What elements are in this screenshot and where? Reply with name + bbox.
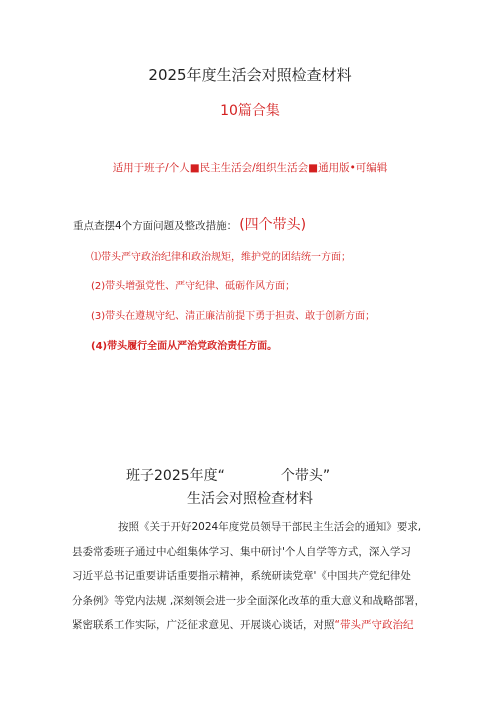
paragraph-line: 习近平总书记重要讲话重要指示精神，系统研读党章'《中国共产党纪律处	[72, 570, 411, 582]
paragraph-line: 按照《关于开好2024年度党员领导干部民主生活会的通知》要求,	[118, 521, 422, 533]
focus-item-4: (4)带头履行全面从严治党政治责任方面。	[91, 341, 278, 352]
section-title-part-b: 个带头”	[280, 468, 331, 484]
paragraph-line-text: 紧密联系工作实际，广泛征求意见、开展谈心谈话，对照	[72, 619, 335, 631]
focus-heading	[73, 214, 306, 234]
paragraph-highlight: “带头严守政治纪	[334, 619, 414, 631]
paragraph-line: 县委常委班子通过中心组集体学习、集中研讨'个人自学等方式，深入学习	[72, 545, 411, 558]
document-title: 2025年度生活会对照检查材料	[148, 66, 352, 84]
body-paragraph	[72, 515, 434, 638]
section-title-part-a: 班子2025年度“	[126, 468, 225, 484]
section-title-line2: 生活会对照检查材料	[187, 491, 313, 507]
focus-label: 重点查摆4个方面问题及整改措施：	[73, 220, 238, 232]
focus-paren: (四个带头)	[239, 217, 307, 233]
paragraph-line	[72, 613, 434, 638]
document-subtitle: 10篇合集	[220, 103, 280, 119]
paragraph-line: 分条例》等党内法规 ,深刻领会进一步全面深化改革的重大意义和战略部署，	[72, 594, 426, 607]
focus-item-1: ⑴带头严守政治纪律和政治规矩，维护党的团结统一方面；	[91, 252, 351, 263]
focus-item-3: (3)带头在遵规守纪、清正廉洁前提下勇于担责、敢于创新方面；	[91, 311, 376, 322]
applies-to-line: 适用于班子/个人■民主生活会/组织生活会■通用版•可编辑	[112, 162, 388, 174]
section-title-line1	[126, 465, 330, 485]
focus-item-2: (2)带头增强党性、严守纪律、砥砺作风方面；	[91, 281, 296, 292]
